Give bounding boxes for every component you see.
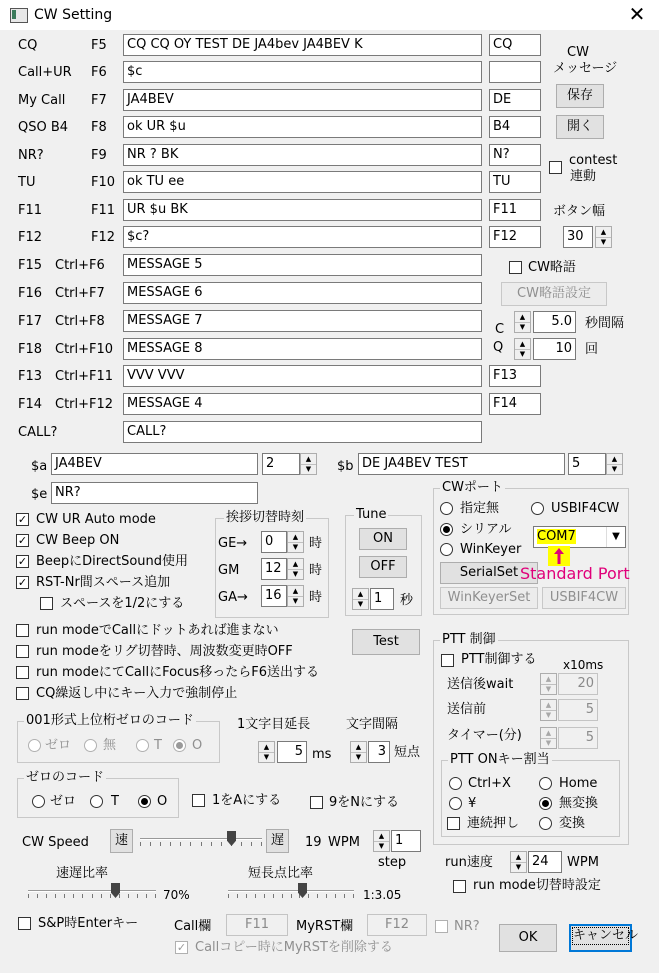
message-input[interactable]: $c: [123, 61, 482, 83]
message-input[interactable]: VVV VVV: [123, 365, 482, 387]
ge-label: GE→: [218, 536, 248, 551]
slider-tick: [211, 842, 212, 846]
close-icon[interactable]: ✕: [628, 2, 646, 26]
com-port-select[interactable]: [533, 526, 626, 548]
message-key: F6: [91, 65, 107, 80]
message-label: QSO B4: [18, 120, 69, 135]
cw-speed-slider[interactable]: [140, 830, 262, 852]
ptt-continuous-checkbox[interactable]: [447, 817, 460, 830]
beep-on-checkbox[interactable]: ✓: [17, 534, 28, 547]
char-space-spinner[interactable]: ▲ ▼: [350, 741, 367, 763]
cw-abbr-checkbox[interactable]: [509, 261, 522, 274]
cancel-button-label: キャンセル: [573, 928, 639, 943]
nine-to-n-checkbox[interactable]: [310, 796, 323, 809]
slider-tick: [344, 894, 345, 898]
slider-track: [140, 838, 262, 840]
rst-space-label: RST-Nr間スペース追加: [36, 575, 171, 590]
repeat-spinner[interactable]: ▲ ▼: [514, 338, 531, 360]
ptt-yen-label: ¥: [468, 796, 477, 811]
message-key: F11: [91, 203, 116, 218]
button-width-label: ボタン幅: [553, 204, 606, 219]
tune-sec-input[interactable]: 1: [370, 588, 394, 610]
message-key: Ctrl+F7: [55, 286, 105, 301]
zero-001-title: 001形式上位桁ゼロのコード: [26, 713, 194, 728]
ge-unit: 時: [309, 536, 323, 551]
message-label: F16: [18, 286, 43, 301]
zero-code-zero-radio[interactable]: [32, 795, 45, 808]
var-e-input[interactable]: NR?: [51, 482, 258, 504]
com-port-value: COM7: [537, 529, 576, 544]
gm-label: GM: [218, 563, 240, 578]
slider-tick: [264, 894, 265, 898]
message-label: F12: [18, 230, 43, 245]
ptt-timer-spinner[interactable]: ▲ ▼: [540, 727, 557, 749]
message-key: Ctrl+F10: [55, 342, 114, 357]
ptt-title: PTT 制御: [442, 632, 496, 647]
message-short-input[interactable]: F11: [489, 199, 541, 221]
message-input[interactable]: $c?: [123, 226, 482, 248]
cw-port-title: CWポート: [442, 480, 503, 495]
gm-input[interactable]: 12: [261, 558, 287, 580]
run-focus-label: run modeにてCallにFocus移ったらF6送出する: [36, 665, 319, 680]
port-serial-radio[interactable]: [440, 523, 453, 536]
message-label: CALL?: [18, 425, 58, 440]
beep-on-label: CW Beep ON: [36, 533, 120, 548]
ptt-yen-radio[interactable]: [449, 797, 462, 810]
run-focus-checkbox[interactable]: [16, 666, 29, 679]
message-label: F15: [18, 258, 43, 273]
run-switch-label: run mode切替時設定: [473, 878, 601, 893]
contest-link-checkbox[interactable]: [549, 161, 562, 174]
slider-tick: [64, 894, 65, 898]
zero-code-zero-label: ゼロ: [50, 794, 77, 809]
slider-tick: [291, 894, 292, 898]
slider-tick: [326, 894, 327, 898]
zero-001-zero-radio[interactable]: [28, 739, 41, 752]
message-label: Call+UR: [18, 65, 72, 80]
ga-input[interactable]: 16: [261, 585, 287, 607]
repeat-input[interactable]: 10: [533, 338, 576, 360]
ok-button[interactable]: OK: [499, 924, 557, 952]
speed-step-input[interactable]: 1: [391, 830, 421, 852]
myrst-field-input[interactable]: F12: [367, 914, 427, 936]
cw-speed-wpm: 19: [305, 835, 322, 850]
message-key: F8: [91, 120, 107, 135]
slider-tick: [110, 894, 111, 898]
ptt-unit: x10ms: [563, 658, 604, 672]
zero-code-t-label: T: [111, 794, 119, 809]
q-label: Q: [493, 340, 504, 355]
cw-abbr-label: CW略語: [528, 260, 576, 275]
message-label: F14: [18, 397, 43, 412]
zero-code-title: ゼロのコード: [26, 770, 105, 785]
usbif-set-button[interactable]: USBIF4CW: [542, 587, 626, 609]
port-none-label: 指定無: [460, 501, 500, 516]
chevron-down-icon[interactable]: ▼: [606, 527, 625, 547]
ptt-muhenkan-radio[interactable]: [539, 797, 552, 810]
char-delay-spinner[interactable]: ▲ ▼: [258, 741, 275, 763]
slider-tick: [180, 842, 181, 846]
zero-001-t-radio[interactable]: [136, 739, 149, 752]
cw-message-label-1: CW: [567, 45, 589, 60]
ptt-continuous-label: 連続押し: [467, 816, 520, 831]
zero-001-t-label: T: [154, 738, 162, 753]
message-key: Ctrl+F6: [55, 258, 105, 273]
message-label: F18: [18, 342, 43, 357]
slider-tick: [201, 842, 202, 846]
slider-tick: [146, 894, 147, 898]
ptt-after-spinner[interactable]: ▲ ▼: [540, 673, 557, 695]
slider-tick: [246, 894, 247, 898]
one-to-a-checkbox[interactable]: [192, 794, 205, 807]
call-field-label: Call欄: [174, 919, 212, 934]
app-icon: [10, 8, 28, 23]
char-delay-unit: ms: [312, 747, 332, 762]
message-short-input[interactable]: F12: [489, 226, 541, 248]
message-input[interactable]: ok UR $u: [123, 116, 482, 138]
save-button[interactable]: 保存: [556, 84, 604, 108]
space-half-checkbox[interactable]: [40, 597, 53, 610]
zero-001-none-label: 無: [103, 738, 117, 753]
port-serial-label: シリアル: [460, 522, 512, 537]
tune-title: Tune: [356, 507, 387, 522]
ptt-ctrlx-radio[interactable]: [449, 777, 462, 790]
ptt-enable-label: PTT制御する: [461, 652, 537, 667]
slider-tick: [251, 842, 252, 846]
var-a-count[interactable]: 2: [262, 453, 300, 475]
ptt-henkan-radio[interactable]: [539, 817, 552, 830]
cw-speed-wpm-unit: WPM: [328, 835, 360, 850]
message-label: TU: [18, 175, 36, 190]
delete-myrst-label: Callコピー時にMyRSTを削除する: [195, 940, 393, 955]
slider-thumb[interactable]: [227, 831, 236, 846]
c-label: C: [495, 322, 505, 337]
slider-track: [228, 890, 354, 892]
message-input[interactable]: CQ CQ OY TEST DE JA4bev JA4BEV K: [123, 34, 482, 56]
run-speed-unit: WPM: [567, 855, 599, 870]
port-winkeyer-label: WinKeyer: [460, 542, 522, 557]
char-delay-input[interactable]: 5: [277, 741, 307, 763]
dash-ratio-slider[interactable]: [228, 882, 354, 902]
run-dot-label: run modeでCallにドットあれば進まない: [36, 623, 279, 638]
slider-tick: [155, 894, 156, 898]
ptt-after-label: 送信後wait: [447, 677, 514, 692]
slider-tick: [221, 842, 222, 846]
zero-001-zero-label: ゼロ: [45, 738, 72, 753]
speed-ratio-value: 70%: [163, 888, 190, 902]
message-key: F7: [91, 93, 107, 108]
message-label: NR?: [18, 148, 44, 163]
slider-tick: [119, 894, 120, 898]
slider-tick: [150, 842, 151, 846]
serial-set-button[interactable]: SerialSet: [440, 562, 538, 584]
ptt-before-label: 送信前: [447, 702, 487, 717]
slider-tick: [282, 894, 283, 898]
zero-code-o-radio[interactable]: [138, 795, 151, 808]
message-input[interactable]: JA4BEV: [123, 89, 482, 111]
greeting-title: 挨拶切替時刻: [226, 510, 305, 525]
char-space-input[interactable]: 3: [368, 741, 390, 763]
ga-label: GA→: [218, 590, 248, 605]
message-key: Ctrl+F8: [55, 314, 105, 329]
message-short-input[interactable]: N?: [489, 144, 541, 166]
slider-tick: [241, 842, 242, 846]
slider-tick: [46, 894, 47, 898]
ur-auto-checkbox[interactable]: ✓: [17, 513, 28, 526]
message-short-input[interactable]: F13: [489, 365, 541, 387]
slider-tick: [128, 894, 129, 898]
slider-tick: [237, 894, 238, 898]
port-usbif-label: USBIF4CW: [551, 501, 620, 516]
ge-input[interactable]: 0: [261, 531, 287, 553]
tune-off-button[interactable]: OFF: [359, 556, 407, 578]
ga-spinner[interactable]: ▲ ▼: [287, 585, 304, 607]
message-input[interactable]: UR $u BK: [123, 199, 482, 221]
message-key: Ctrl+F11: [55, 369, 114, 384]
ptt-henkan-label: 変換: [559, 816, 586, 831]
char-space-unit: 短点: [394, 745, 421, 760]
message-label: CQ: [18, 38, 38, 53]
speed-step-spinner[interactable]: ▲ ▼: [373, 830, 390, 852]
message-key: F5: [91, 38, 107, 53]
ptt-after-input[interactable]: 20: [558, 673, 598, 695]
run-rig-label: run modeをリグ切替時、周波数変更時OFF: [36, 644, 293, 659]
char-space-label: 文字間隔: [346, 717, 399, 732]
contest-label: contest: [569, 153, 618, 168]
slider-tick: [37, 894, 38, 898]
nr-checkbox[interactable]: [435, 920, 448, 933]
port-usbif-radio[interactable]: [531, 502, 544, 515]
myrst-field-label: MyRST欄: [296, 919, 354, 934]
zero-001-none-radio[interactable]: [84, 739, 97, 752]
ptt-timer-label: タイマー(分): [447, 728, 522, 743]
zero-code-o-label: O: [157, 794, 168, 809]
delete-myrst-checkbox[interactable]: ✓: [176, 941, 187, 954]
run-rig-checkbox[interactable]: [16, 645, 29, 658]
space-half-label: スペースを1/2にする: [60, 596, 185, 611]
message-key: F12: [91, 230, 116, 245]
message-label: My Call: [18, 93, 66, 108]
sp-enter-label: S&P時Enterキー: [38, 916, 139, 931]
message-input[interactable]: MESSAGE 6: [123, 282, 482, 304]
var-b-input[interactable]: DE JA4BEV TEST: [358, 453, 565, 475]
ptt-enable-checkbox[interactable]: [441, 654, 454, 667]
var-e-label: $e: [31, 487, 48, 502]
var-a-spinner[interactable]: ▲ ▼: [300, 453, 317, 475]
dash-ratio-label: 短長点比率: [248, 866, 314, 881]
message-input[interactable]: MESSAGE 5: [123, 254, 482, 276]
ptt-before-spinner[interactable]: ▲ ▼: [540, 699, 557, 721]
slider-tick: [73, 894, 74, 898]
ptt-home-label: Home: [559, 776, 598, 791]
run-speed-input[interactable]: 24: [528, 851, 562, 873]
slider-tick: [353, 894, 354, 898]
window-title: CW Setting: [34, 7, 113, 23]
title-bar: [0, 0, 659, 30]
interval-spinner[interactable]: ▲ ▼: [514, 311, 531, 333]
zero-001-o-label: O: [192, 738, 203, 753]
button-width-spinner[interactable]: ▲ ▼: [595, 226, 612, 248]
tune-on-button[interactable]: ON: [359, 528, 407, 550]
message-short-input[interactable]: TU: [489, 171, 541, 193]
ga-unit: 時: [309, 590, 323, 605]
message-short-input[interactable]: CQ: [489, 34, 541, 56]
ptt-muhenkan-label: 無変換: [559, 796, 599, 811]
run-switch-checkbox[interactable]: [453, 880, 466, 893]
test-button[interactable]: Test: [352, 629, 420, 655]
message-short-input[interactable]: [489, 61, 541, 83]
ur-auto-label: CW UR Auto mode: [36, 512, 156, 527]
message-input[interactable]: MESSAGE 7: [123, 310, 482, 332]
port-none-radio[interactable]: [440, 502, 453, 515]
ptt-before-input[interactable]: 5: [558, 699, 598, 721]
open-button[interactable]: 開く: [556, 115, 604, 139]
var-a-input[interactable]: JA4BEV: [51, 453, 258, 475]
beep-directsound-label: BeepにDirectSound使用: [36, 554, 189, 569]
ptt-ctrlx-label: Ctrl+X: [468, 776, 511, 791]
slider-tick: [335, 894, 336, 898]
speed-slow-button[interactable]: 遅: [266, 829, 289, 853]
gm-spinner[interactable]: ▲ ▼: [287, 558, 304, 580]
run-speed-spinner[interactable]: ▲ ▼: [510, 851, 527, 873]
contest-link-label: 連動: [570, 169, 597, 184]
ge-spinner[interactable]: ▲ ▼: [287, 531, 304, 553]
slider-tick: [82, 894, 83, 898]
run-speed-label: run速度: [445, 855, 493, 870]
speed-ratio-slider[interactable]: [28, 882, 156, 902]
zero-code-t-radio[interactable]: [90, 795, 103, 808]
message-input[interactable]: MESSAGE 4: [123, 393, 482, 415]
message-input[interactable]: ok TU ee: [123, 171, 482, 193]
slider-tick: [137, 894, 138, 898]
speed-ratio-label: 速遅比率: [56, 866, 109, 881]
interval-input[interactable]: 5.0: [533, 311, 576, 333]
ptt-home-radio[interactable]: [539, 777, 552, 790]
port-winkeyer-radio[interactable]: [440, 543, 453, 556]
interval-unit: 秒間隔: [585, 316, 625, 331]
beep-directsound-checkbox[interactable]: ✓: [17, 555, 28, 568]
slider-tick: [255, 894, 256, 898]
var-b-label: $b: [337, 459, 354, 474]
message-key: Ctrl+F12: [55, 397, 114, 412]
cancel-button[interactable]: [569, 924, 639, 952]
ptt-timer-input[interactable]: 5: [558, 727, 598, 749]
slider-tick: [140, 842, 141, 846]
cw-message-label-2: メッセージ: [553, 61, 618, 76]
winkeyer-set-button[interactable]: WinKeyerSet: [440, 587, 538, 609]
slider-tick: [317, 894, 318, 898]
var-b-count[interactable]: 5: [568, 453, 606, 475]
slider-tick: [228, 894, 229, 898]
rst-space-checkbox[interactable]: ✓: [17, 576, 28, 589]
tune-sec-spinner[interactable]: ▲ ▼: [352, 588, 369, 610]
message-input[interactable]: CALL?: [123, 421, 482, 443]
slider-tick: [160, 842, 161, 846]
message-key: F9: [91, 148, 107, 163]
message-short-input[interactable]: B4: [489, 116, 541, 138]
ptt-on-key-title: PTT ONキー割当: [450, 752, 550, 767]
speed-fast-button[interactable]: 速: [110, 829, 133, 853]
dash-ratio-value: 1:3.05: [363, 888, 402, 902]
message-input[interactable]: NR ? BK: [123, 144, 482, 166]
tune-sec-unit: 秒: [400, 593, 414, 608]
call-field-input[interactable]: F11: [226, 914, 288, 936]
arrow-up-icon: [548, 546, 570, 566]
char-delay-label: 1文字目延長: [237, 717, 311, 732]
zero-001-o-radio[interactable]: [173, 739, 186, 752]
slider-tick: [28, 894, 29, 898]
slider-tick: [308, 894, 309, 898]
cq-stop-label: CQ繰返し中にキー入力で強制停止: [36, 686, 238, 701]
nr-label: NR?: [454, 919, 480, 934]
speed-step-label: step: [378, 855, 407, 870]
one-to-a-label: 1をAにする: [212, 793, 282, 808]
message-short-input[interactable]: DE: [489, 89, 541, 111]
cw-abbr-settings-button[interactable]: CW略語設定: [501, 282, 607, 306]
slider-tick: [92, 894, 93, 898]
standard-port-annotation: Standard Port: [520, 564, 630, 583]
var-a-label: $a: [31, 459, 48, 474]
message-label: F13: [18, 369, 43, 384]
slider-tick: [273, 894, 274, 898]
slider-track: [28, 890, 156, 892]
message-input[interactable]: MESSAGE 8: [123, 338, 482, 360]
cq-stop-checkbox[interactable]: [16, 687, 29, 700]
run-dot-checkbox[interactable]: [16, 624, 29, 637]
repeat-unit: 回: [585, 342, 599, 357]
slider-tick: [190, 842, 191, 846]
nine-to-n-label: 9をNにする: [329, 795, 399, 810]
message-key: F10: [91, 175, 116, 190]
slider-tick: [261, 842, 262, 846]
var-b-spinner[interactable]: ▲ ▼: [606, 453, 623, 475]
sp-enter-checkbox[interactable]: [18, 917, 31, 930]
button-width-input[interactable]: 30: [563, 226, 593, 248]
message-label: F11: [18, 203, 43, 218]
slider-tick: [170, 842, 171, 846]
slider-tick: [101, 894, 102, 898]
message-short-input[interactable]: F14: [489, 393, 541, 415]
cw-speed-label: CW Speed: [22, 835, 89, 850]
slider-tick: [55, 894, 56, 898]
gm-unit: 時: [309, 563, 323, 578]
message-label: F17: [18, 314, 43, 329]
